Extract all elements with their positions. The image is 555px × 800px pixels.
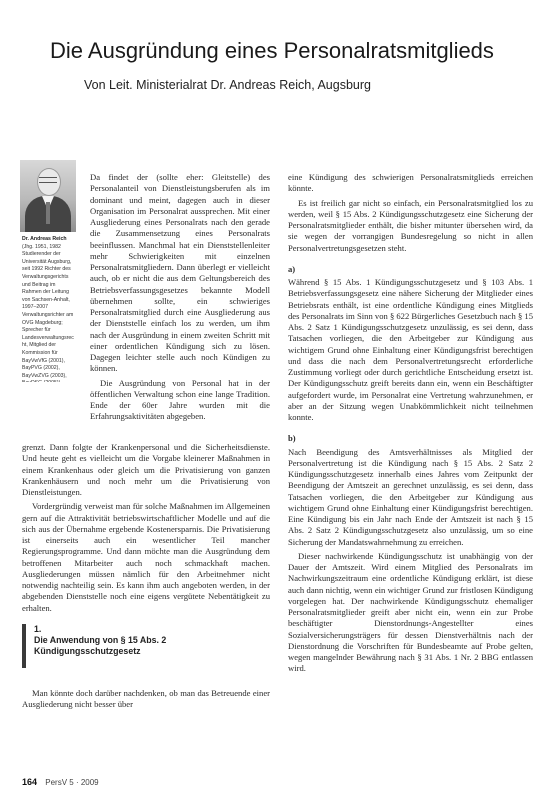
author-bio-text: (Jhg. 1951, 1982 Studierender der Universität Augsburg, seit 1992 Richter des Verwaltungsgerichts und Beitrag im Rahmen der Leitung von Sachsen-Anhalt, 1997–2007 Verwaltungsrichter am OVG Magdeburg; Sprecher für Landesverwaltungsrecht, Mitglied der Kommission für BayVwVfG (2001), BayPVG (2002), BayVwZVG (2003), xyxy=(22,243,74,379)
page-number: 164 xyxy=(22,777,38,787)
article-title: Die Ausgründung eines Personalratsmitglieds xyxy=(50,38,494,63)
paragraph: Nach Beendigung des Amtsverhältnisses als Mitglied der Personalvertretung ist die Kündigung nach § 15 Abs. 2 Satz 2 Kündigungsschutzgesetz innerhalb eines Jahres vom Zeitpunkt der Beendigung der Amtszeit an gerechnet unzulässig, es sei denn, dass Tatsachen vorliegen, die den Arbeitgeber zur Kündigung aus wichtigem Grund ohne Einhaltung einer Kündigungsfrist berechtigen. Eine Kündigung bis ein Jahr nach Ende der Amtszeit ist nach § 15 Abs. 2 Satz 2 Kündigungsschutzgesetz also unzulässig, um so eine Sicherung der Mandatswahrnehmung zu erreichen. xyxy=(288,446,533,547)
column-left-bottom xyxy=(22,442,270,618)
author-photo xyxy=(20,160,76,232)
section-number: 1. xyxy=(34,624,42,634)
article-byline: Von Leit. Ministerialrat Dr. Andreas Reich, Augsburg xyxy=(84,78,371,92)
issue-label: PersV 5 · 2009 xyxy=(45,778,99,787)
paragraph: Man könnte doch darüber nachdenken, ob man das Betreuende einer Ausgliederung nicht besser über xyxy=(22,688,270,710)
paragraph: Die Ausgründung von Personal hat in der öffentlichen Verwaltung schon eine lange Tradition. Ende der 60er Jahre wurden mit die Erfahrungsaktivitäten abgegeben. xyxy=(90,377,270,422)
page-footer xyxy=(22,775,222,789)
paragraph: grenzt. Dann folgte der Krankenpersonal und die Sicherheitsdienste. Und heute geht es vielleicht um die Vorgabe kleinerer Maßnahmen in einem Krankenhaus oder gleich um die Privatisierung von ganzen Krankenhäusern und noch mehr um die Privatisierung von Dienstleistungen. xyxy=(22,442,270,497)
paragraph: eine Kündigung des schwierigen Personalratsmitglieds erreichen könnte. xyxy=(288,172,533,194)
author-bio xyxy=(22,236,74,382)
paragraph: Da findet der (sollte eher: Gleitstelle) des Personalanteil von Dienstleistungsberufen als im dominant und meint, dagegen auch in dieser Organisation im Personalrat aussprechen. Mit einer Ausgliederung eines Personalrats nach den gerade die Zusammensetzung eines Personalrats beeinflussen. Manchmal hat ein Dienststellenleiter mehr Schwierigkeiten mit einzelnen Personalratsmitgliedern. Dann überlegt er vielleicht auch, ob er nicht die aus dem Geltungsbereich des Betriebsverfassungsgesetzes bekannte Modell übernehmen sollte, ein schwieriges Personalratsmitglied durch eine Ausgliederung aus der Dienststelle einfach los zu werden, um ihm nach der Ausgründung in einem zweiten Schritt mit einer ordentlichen Kündigung sich zu lösen. Dagegen leichter stelle auch noch Kündigen zu können. xyxy=(90,172,270,374)
paragraph: Es ist freilich gar nicht so einfach, ein Personalratsmitglied los zu werden, weil § 15 Abs. 2 Kündigungsschutzgesetz eine Sicherung der Personalratsmitglieder enthält, die bisher mitunter übersehen wird, da sie wegen der vorrangigen Bundesregelung so nicht in allen Personalvertretungsgesetzen steht. xyxy=(288,197,533,253)
column-left-top xyxy=(90,172,270,442)
paragraph xyxy=(22,617,270,618)
section-heading xyxy=(22,624,270,668)
column-left-end xyxy=(22,688,270,760)
author-name: Dr. Andreas Reich xyxy=(22,236,67,242)
subsection-label: a) xyxy=(288,263,296,274)
column-right xyxy=(288,172,533,758)
paragraph: Dieser nachwirkende Kündigungsschutz ist unabhängig von der Dauer der Amtszeit. Wird einem Mitglied des Personalrats im Nachwirkungszeitraum eine ordentliche Kündigung erklärt, ist diese auch dann nichtig, wenn ein wichtiger Grund zur fristlosen Kündigung vorgelegen hat. Der nachwirkende Kündigungsschutz ehemaliger Personalratsmitglieder greift aber nicht ein, wenn ein zur Probe beschäftigter Dienstordnungs-Angestellter eines Sozialversicherungsträgers für dessen Dienstverhältnis nach der Dienstordnung die Vorschriften für Bundesbeamte auf Probe gelten, wegen mangelnder Bewährung nach § 31 Abs. 1 Nr. 2 BBG entlassen wird. xyxy=(288,550,533,674)
section-heading-text: Die Anwendung von § 15 Abs. 2 Kündigungsschutzgesetz xyxy=(34,635,167,656)
paragraph: Während § 15 Abs. 1 Kündigungsschutzgesetz und § 103 Abs. 1 Betriebsverfassungsgesetz eine nähere Sicherung der Mitglieder eines Betriebsrats enthält, ist eine ordentliche Kündigung eines Mitglieds des Personalrats im Sinn von § 622 Bürgerliches Gesetzbuch nach § 15 Abs. 2 Satz 1 Kündigungsschutzgesetz unzulässig, es sei denn, dass Tatsachen vorliegen, die den Arbeitgeber zur Kündigung aus wichtigem Grund ohne Einhaltung einer Kündigungsfrist berechtigen und dass die nach dem Personalvertretungsrecht erforderliche Zustimmung vorliegt oder durch gerichtliche Entscheidung ersetzt ist. Der Kündigungsschutz greift bereits dann ein, wenn ein Beschäftigter aufgefordert wurde, im Personalrat eine Vertretung wahrzunehmen, er aber an der Sitzung wegen Unabkömmlichkeit nicht teilnehmen konnte. xyxy=(288,277,533,422)
subsection-label: b) xyxy=(288,433,296,444)
paragraph: Vordergründig verweist man für solche Maßnahmen im Allgemeinen gern auf die Attraktivität betriebswirtschaftlicher Modelle und auf die sich aus der Übernahme ergebende Kostenersparnis. Die Privatisierung ist einerseits auch ein wesentlicher Teil mancher Regierungsprogramme. Und dann möchte man die Ausgründung dem betroffenen Mitarbeiter auch noch schmackhaft machen. Ausgliederungen müssen nämlich für den Arbeitnehmer nicht notwendig nachteilig sein. Es kann ihm auch angeboten werden, in der abgebenden Dienststelle noch eine eigens vergütete Nebentätigkeit zu erhalten. xyxy=(22,501,270,613)
